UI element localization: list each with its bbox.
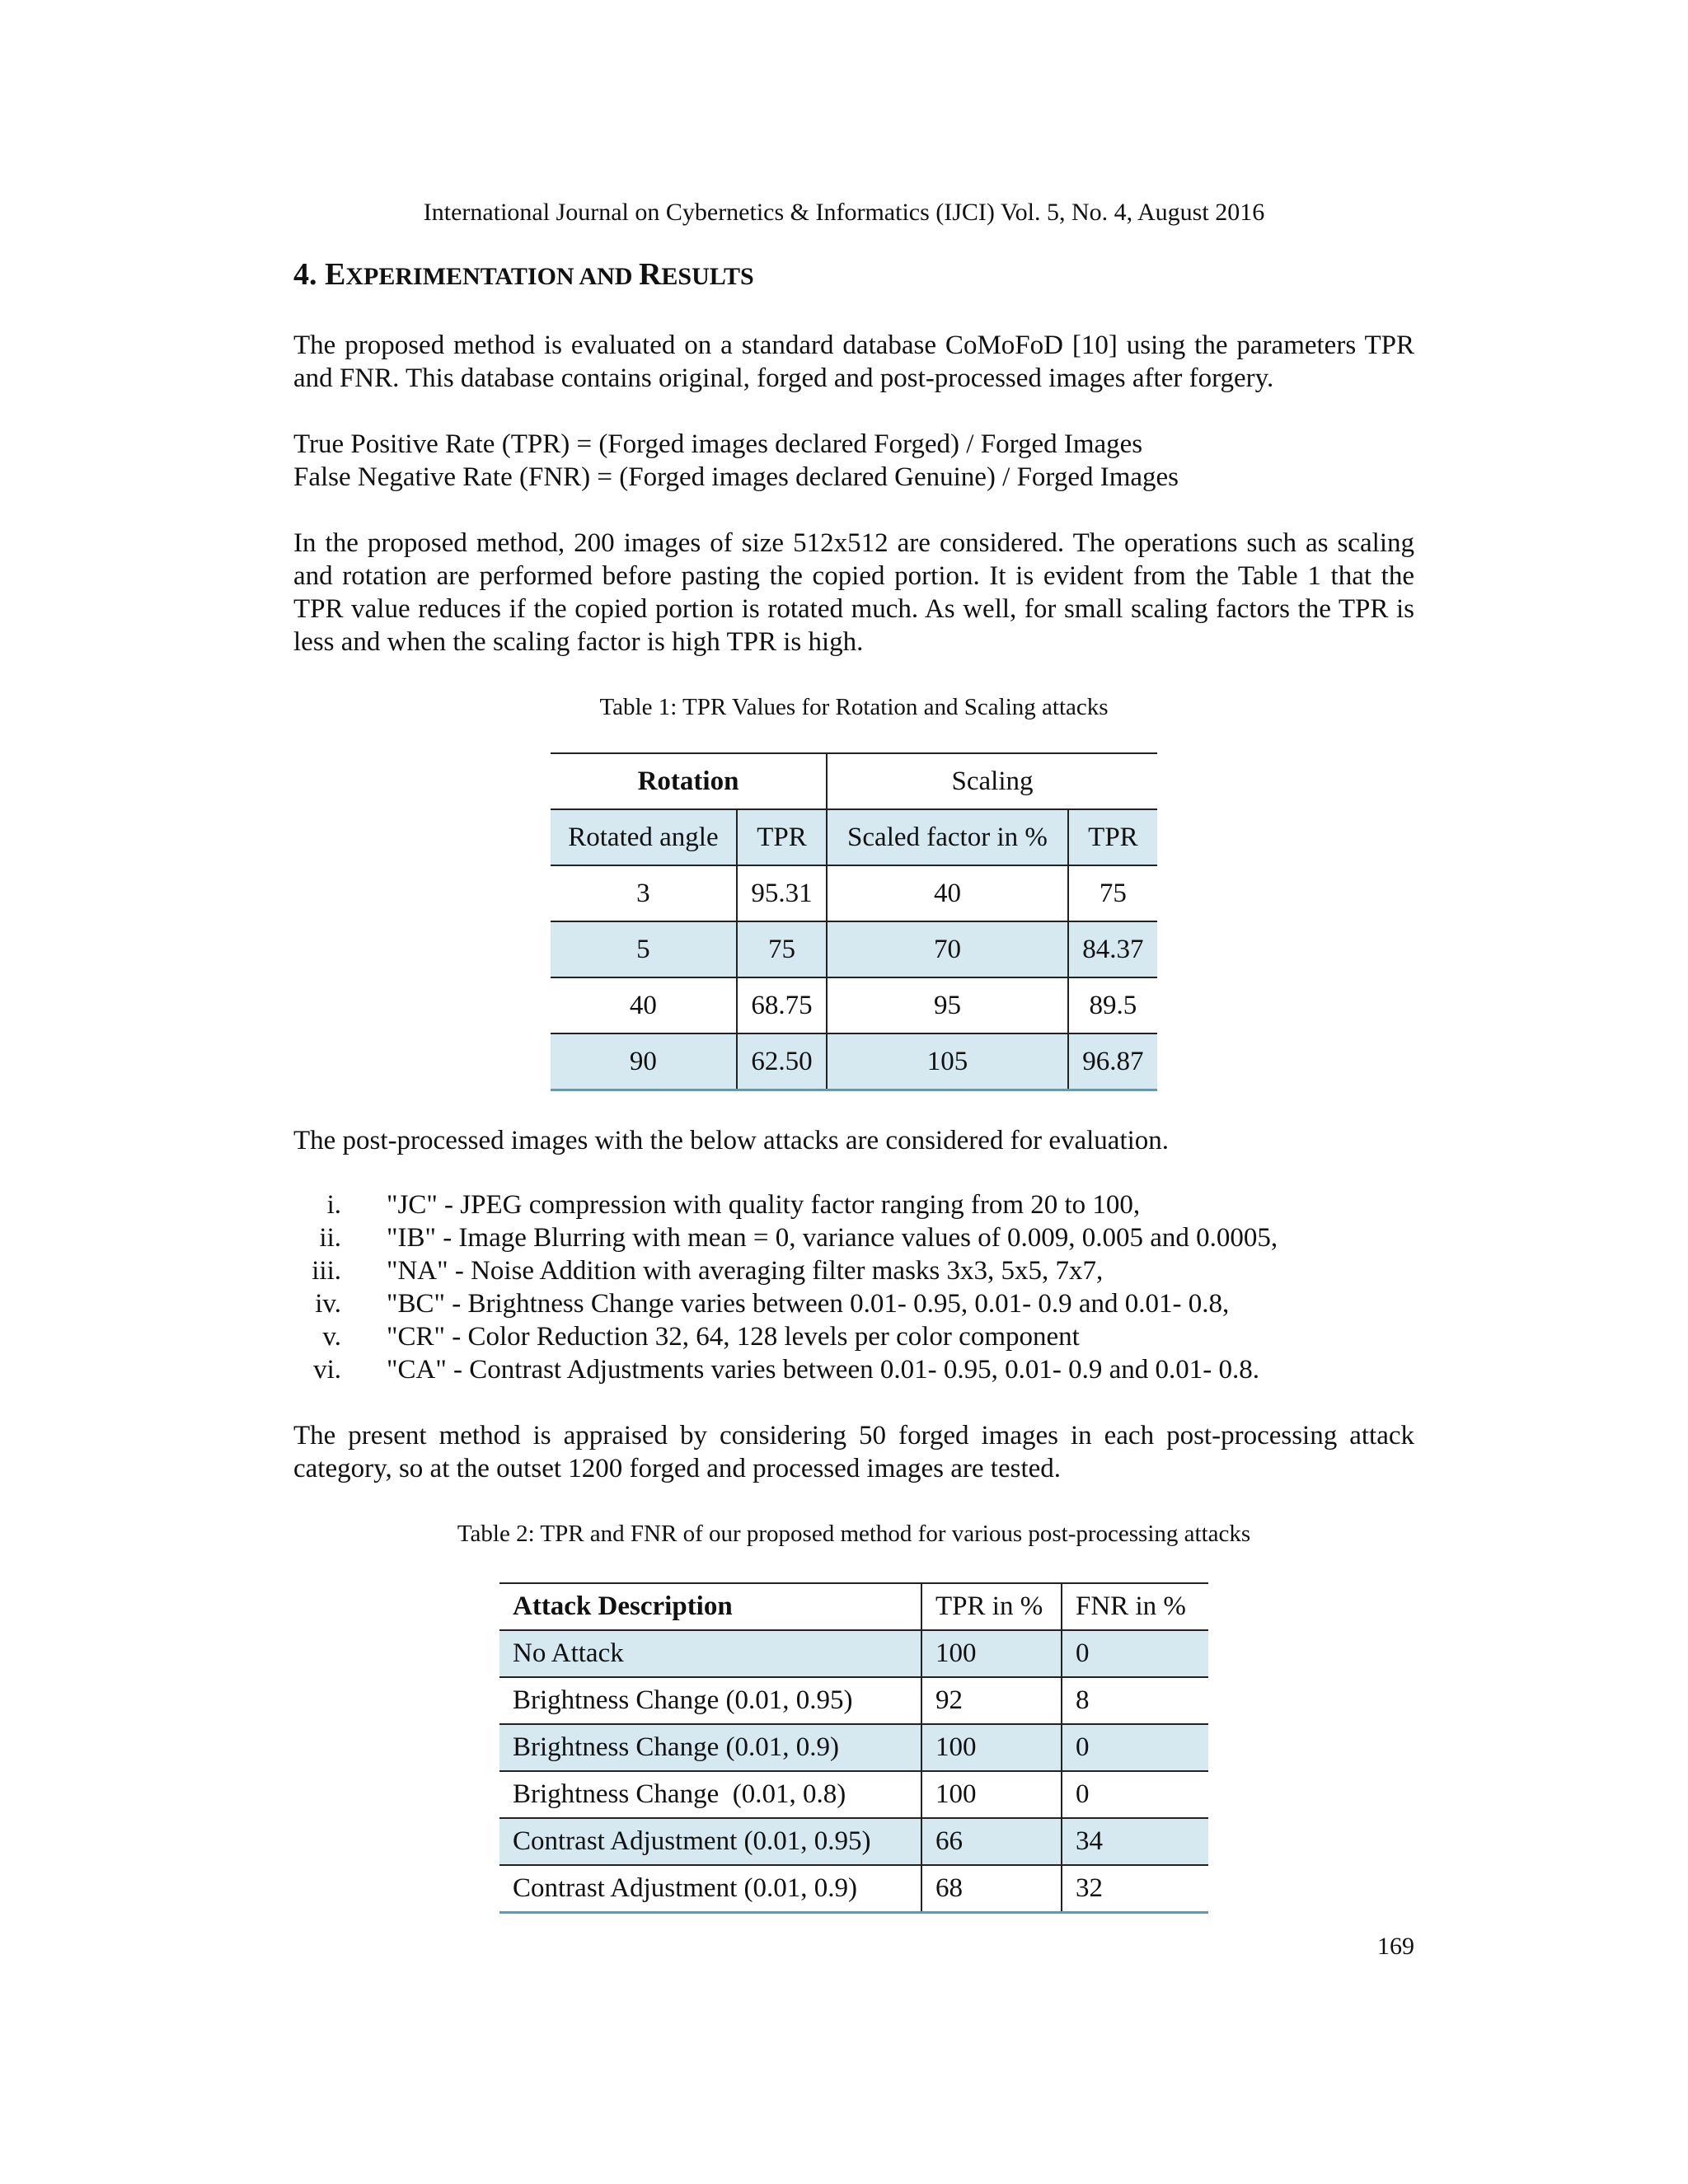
table-row (551, 977, 1157, 1033)
table-row (551, 921, 1157, 977)
table2-header (499, 1583, 1208, 1630)
table1-cell-tpr-scaling: 96.87 (1068, 1033, 1157, 1090)
list-item-number: i. (326, 1190, 341, 1220)
table1-cell-scale: 70 (827, 921, 1068, 977)
page-number: 169 (1377, 1933, 1414, 1960)
table1-cell-tpr-rotation: 75 (737, 921, 827, 977)
list-item-text: "BC" - Brightness Change varies between 0.01- 0.95, 0.01- 0.9 and 0.01- 0.8, (387, 1289, 1230, 1319)
table2-cell-tpr: 100 (921, 1771, 1062, 1818)
table1-cell-tpr-rotation: 95.31 (737, 865, 827, 921)
table1-col-tpr-rotation: TPR (737, 809, 827, 865)
table2-cell-fnr: 32 (1062, 1865, 1208, 1913)
list-item (293, 1221, 1414, 1254)
table2-cell-fnr: 34 (1062, 1818, 1208, 1865)
list-item (293, 1320, 1414, 1353)
list-item-number: iv. (315, 1289, 341, 1319)
table2-cell-tpr: 100 (921, 1724, 1062, 1771)
table1-group-scaling: Scaling (827, 753, 1157, 809)
list-item-number: iii. (312, 1256, 341, 1286)
list-item-text: "CR" - Color Reduction 32, 64, 128 levels per color component (387, 1322, 1080, 1352)
list-item (293, 1254, 1414, 1287)
table2-caption: Table 2: TPR and FNR of our proposed method for various post-processing attacks (457, 1521, 1251, 1547)
running-header: International Journal on Cybernetics & Informatics (IJCI) Vol. 5, No. 4, August 2016 (423, 199, 1265, 226)
table1-wrapper (293, 752, 1414, 1091)
attack-list (293, 1188, 1414, 1386)
section-title-initial-e: E (325, 257, 346, 292)
fnr-formula: False Negative Rate (FNR) = (Forged images declared Genuine) / Forged Images (293, 462, 1179, 492)
table2-cell-attack: No Attack (499, 1630, 921, 1677)
table2-col-fnr: FNR in % (1062, 1583, 1208, 1630)
table1-cell-tpr-rotation: 68.75 (737, 977, 827, 1033)
list-item (293, 1287, 1414, 1320)
table2-col-attack: Attack Description (499, 1583, 921, 1630)
table-row (551, 865, 1157, 921)
table2-cell-fnr: 0 (1062, 1724, 1208, 1771)
table2-cell-tpr: 66 (921, 1818, 1062, 1865)
formulas (293, 428, 1414, 494)
table1-col-tpr-scaling: TPR (1068, 809, 1157, 865)
table1-cell-tpr-scaling: 75 (1068, 865, 1157, 921)
table1-column-header (551, 809, 1157, 865)
table1-cell-tpr-rotation: 62.50 (737, 1033, 827, 1090)
tpr-formula: True Positive Rate (TPR) = (Forged images declared Forged) / Forged Images (293, 429, 1143, 459)
table1-cell-angle: 90 (551, 1033, 737, 1090)
table2-cell-fnr: 8 (1062, 1677, 1208, 1724)
list-item-number: v. (322, 1322, 341, 1352)
list-item-text: "IB" - Image Blurring with mean = 0, variance values of 0.009, 0.005 and 0.0005, (387, 1223, 1278, 1253)
method-paragraph: In the proposed method, 200 images of size 512x512 are considered. The operations such as scaling and rotation are performed before pasting the copied portion. It is evident from the Table 1 that the TPR value reduces if the copied portion is rotated much. As well, for small scaling factors the TPR is less and when the scaling factor is high TPR is high. (293, 528, 1414, 657)
table-row (499, 1818, 1208, 1865)
table2-cell-fnr: 0 (1062, 1630, 1208, 1677)
table2-cell-tpr: 92 (921, 1677, 1062, 1724)
list-item (293, 1353, 1414, 1386)
table1-cell-angle: 3 (551, 865, 737, 921)
table1-group-header (551, 753, 1157, 809)
section-title-part-2: ESULTS (661, 263, 754, 290)
table-row (499, 1630, 1208, 1677)
table2-cell-attack: Brightness Change (0.01, 0.95) (499, 1677, 921, 1724)
list-item-text: "NA" - Noise Addition with averaging filter masks 3x3, 5x5, 7x7, (387, 1256, 1104, 1286)
list-item-number: vi. (313, 1355, 341, 1385)
table1-cell-scale: 105 (827, 1033, 1068, 1090)
table1-cell-angle: 40 (551, 977, 737, 1033)
section-heading (293, 255, 1414, 296)
table2-wrapper (293, 1582, 1414, 1914)
table2-cell-attack: Contrast Adjustment (0.01, 0.95) (499, 1818, 921, 1865)
table-row (499, 1771, 1208, 1818)
table1-col-rotated-angle: Rotated angle (551, 809, 737, 865)
table-row (499, 1677, 1208, 1724)
postprocessed-paragraph: The post-processed images with the below attacks are considered for evaluation. (293, 1126, 1170, 1155)
table-row (499, 1865, 1208, 1913)
list-item-number: ii. (319, 1223, 341, 1253)
table1-col-scaled-factor: Scaled factor in % (827, 809, 1068, 865)
table2-cell-attack: Contrast Adjustment (0.01, 0.9) (499, 1865, 921, 1913)
list-item-text: "JC" - JPEG compression with quality factor ranging from 20 to 100, (387, 1190, 1141, 1220)
section-number: 4. (293, 257, 317, 292)
appraisal-paragraph: The present method is appraised by considering 50 forged images in each post-processing attack category, so at the outset 1200 forged and processed images are tested. (293, 1421, 1414, 1483)
table1-cell-tpr-scaling: 89.5 (1068, 977, 1157, 1033)
table2-cell-fnr: 0 (1062, 1771, 1208, 1818)
table2-cell-attack: Brightness Change (0.01, 0.8) (499, 1771, 921, 1818)
intro-paragraph: The proposed method is evaluated on a standard database CoMoFoD [10] using the parameters TPR and FNR. This database contains original, forged and post-processed images after forgery. (293, 330, 1414, 393)
table1-cell-angle: 5 (551, 921, 737, 977)
table1-cell-tpr-scaling: 84.37 (1068, 921, 1157, 977)
list-item-text: "CA" - Contrast Adjustments varies between 0.01- 0.95, 0.01- 0.9 and 0.01- 0.8. (387, 1355, 1259, 1385)
table2-cell-tpr: 100 (921, 1630, 1062, 1677)
section-title-initial-r: R (638, 257, 662, 292)
table1-caption: Table 1: TPR Values for Rotation and Scaling attacks (599, 694, 1109, 720)
table2-col-tpr: TPR in % (921, 1583, 1062, 1630)
table-row (551, 1033, 1157, 1090)
table1 (551, 752, 1157, 1091)
page-content (293, 255, 1414, 1914)
list-item (293, 1188, 1414, 1221)
table2-cell-tpr: 68 (921, 1865, 1062, 1913)
table-row (499, 1724, 1208, 1771)
table1-cell-scale: 40 (827, 865, 1068, 921)
table1-cell-scale: 95 (827, 977, 1068, 1033)
table2-cell-attack: Brightness Change (0.01, 0.9) (499, 1724, 921, 1771)
section-title-part-1: XPERIMENTATION AND (345, 263, 639, 290)
table1-group-rotation: Rotation (551, 753, 827, 809)
table2 (499, 1582, 1208, 1914)
